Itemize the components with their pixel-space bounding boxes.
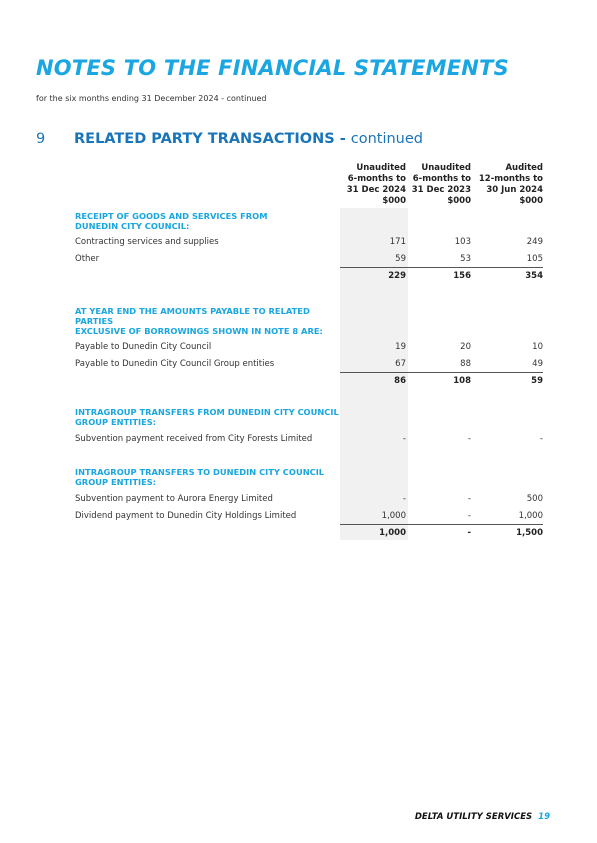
- column-header-annual: Audited 12-months to 30 Jun 2024 $000: [478, 163, 543, 206]
- total-value: -: [467, 528, 471, 538]
- total-value: 354: [525, 271, 543, 281]
- page-title: NOTES TO THE FINANCIAL STATEMENTS: [36, 56, 509, 80]
- total-rule: [340, 372, 543, 373]
- total-rule: [340, 524, 543, 525]
- section-number: 9: [36, 131, 46, 147]
- column-header-current: Unaudited 6-months to 31 Dec 2024 $000: [346, 163, 406, 206]
- page-footer: [380, 812, 550, 822]
- page-number: 19: [538, 812, 550, 822]
- total-value: 108: [453, 376, 471, 386]
- total-value: 86: [394, 376, 406, 386]
- table-row: Contracting services and supplies 171 103 249: [75, 237, 543, 247]
- total-value: 59: [531, 376, 543, 386]
- column-header-prior: Unaudited 6-months to 31 Dec 2023 $000: [411, 163, 471, 206]
- table-row: Other 59 53 105: [75, 254, 543, 264]
- footer-company: DELTA UTILITY SERVICES: [414, 812, 533, 822]
- table-row: Payable to Dunedin City Council 19 20 10: [75, 342, 543, 352]
- total-value: 156: [453, 271, 471, 281]
- group-heading-payables: AT YEAR END THE AMOUNTS PAYABLE TO RELATED PARTIES EXCLUSIVE OF BORROWINGS SHOWN IN NOTE 8 ARE:: [75, 306, 323, 336]
- section-continued: continued: [350, 131, 423, 147]
- page-subtitle: for the six months ending 31 December 2024 - continued: [36, 94, 267, 103]
- section-heading: [36, 131, 423, 147]
- table-row: Subvention payment to Aurora Energy Limited - - 500: [75, 494, 543, 504]
- section-title: RELATED PARTY TRANSACTIONS -: [74, 131, 346, 147]
- table-row: Subvention payment received from City Forests Limited - - -: [75, 434, 543, 444]
- table-row: Payable to Dunedin City Council Group entities 67 88 49: [75, 359, 543, 369]
- total-value: 1,500: [516, 528, 543, 538]
- total-rule: [340, 267, 543, 268]
- group-heading-transfers-from: INTRAGROUP TRANSFERS FROM DUNEDIN CITY COUNCIL GROUP ENTITIES:: [75, 407, 339, 427]
- total-value: 1,000: [379, 528, 406, 538]
- group-heading-receipts: RECEIPT OF GOODS AND SERVICES FROM DUNEDIN CITY COUNCIL:: [75, 211, 268, 231]
- table-row: Dividend payment to Dunedin City Holdings Limited 1,000 - 1,000: [75, 511, 543, 521]
- group-heading-transfers-to: INTRAGROUP TRANSFERS TO DUNEDIN CITY COUNCIL GROUP ENTITIES:: [75, 467, 325, 487]
- total-value: 229: [388, 271, 406, 281]
